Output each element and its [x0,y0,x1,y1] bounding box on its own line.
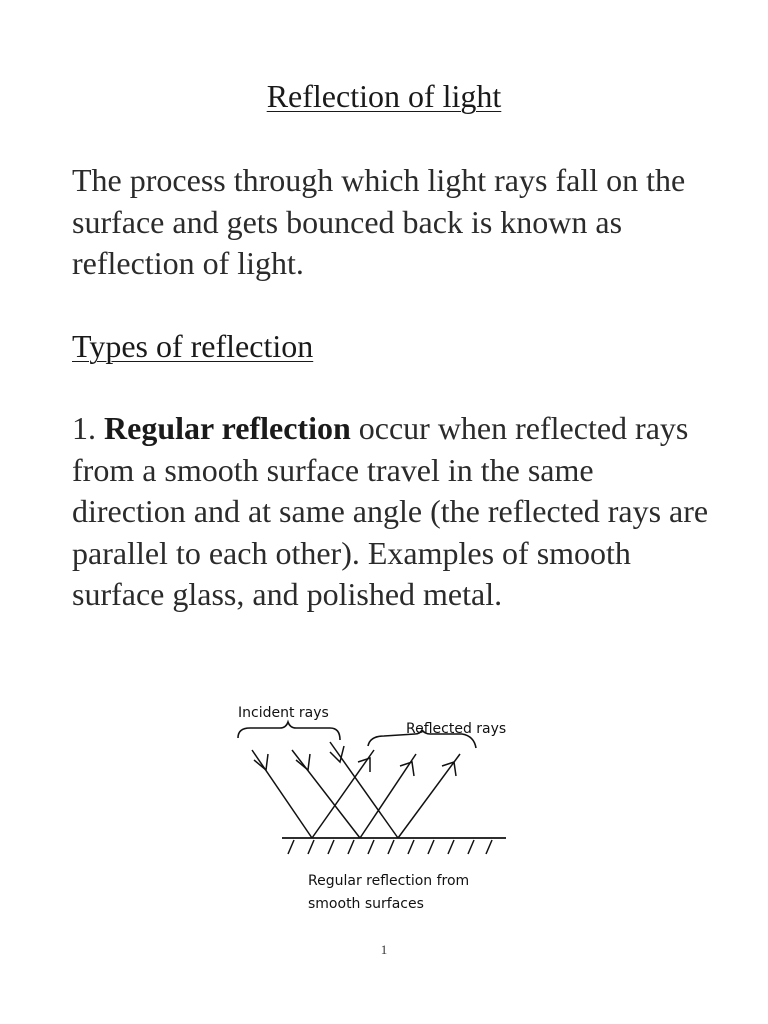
caption-line-1: Regular reflection from [308,873,470,889]
surface-hatching [288,840,492,854]
incident-rays-label: Incident rays [238,705,329,721]
page-title: Reflection of light [266,78,502,114]
list-number: 1. [72,410,104,446]
term-regular-reflection: Regular reflection [104,410,351,446]
incident-rays [252,742,398,838]
section-heading: Types of reflection [72,328,314,364]
reflected-rays-label: Reflected rays [406,721,507,737]
page-number: 1 [380,942,388,957]
regular-reflection-paragraph [72,408,712,616]
regular-reflection-diagram [230,698,520,918]
incident-brace [238,722,340,740]
caption-line-2: smooth surfaces [308,896,424,912]
reflected-rays [312,750,460,838]
definition-paragraph: The process through which light rays fall on the surface and gets bounced back is known as reflection of light. [72,162,686,281]
diagram-svg [230,698,520,918]
regular-reflection-description: occur when reflected rays from a smooth surface travel in the same direction and at same angle (the reflected rays are parallel to each other). Examples of smooth surface glass, and polished metal. [72,410,709,612]
